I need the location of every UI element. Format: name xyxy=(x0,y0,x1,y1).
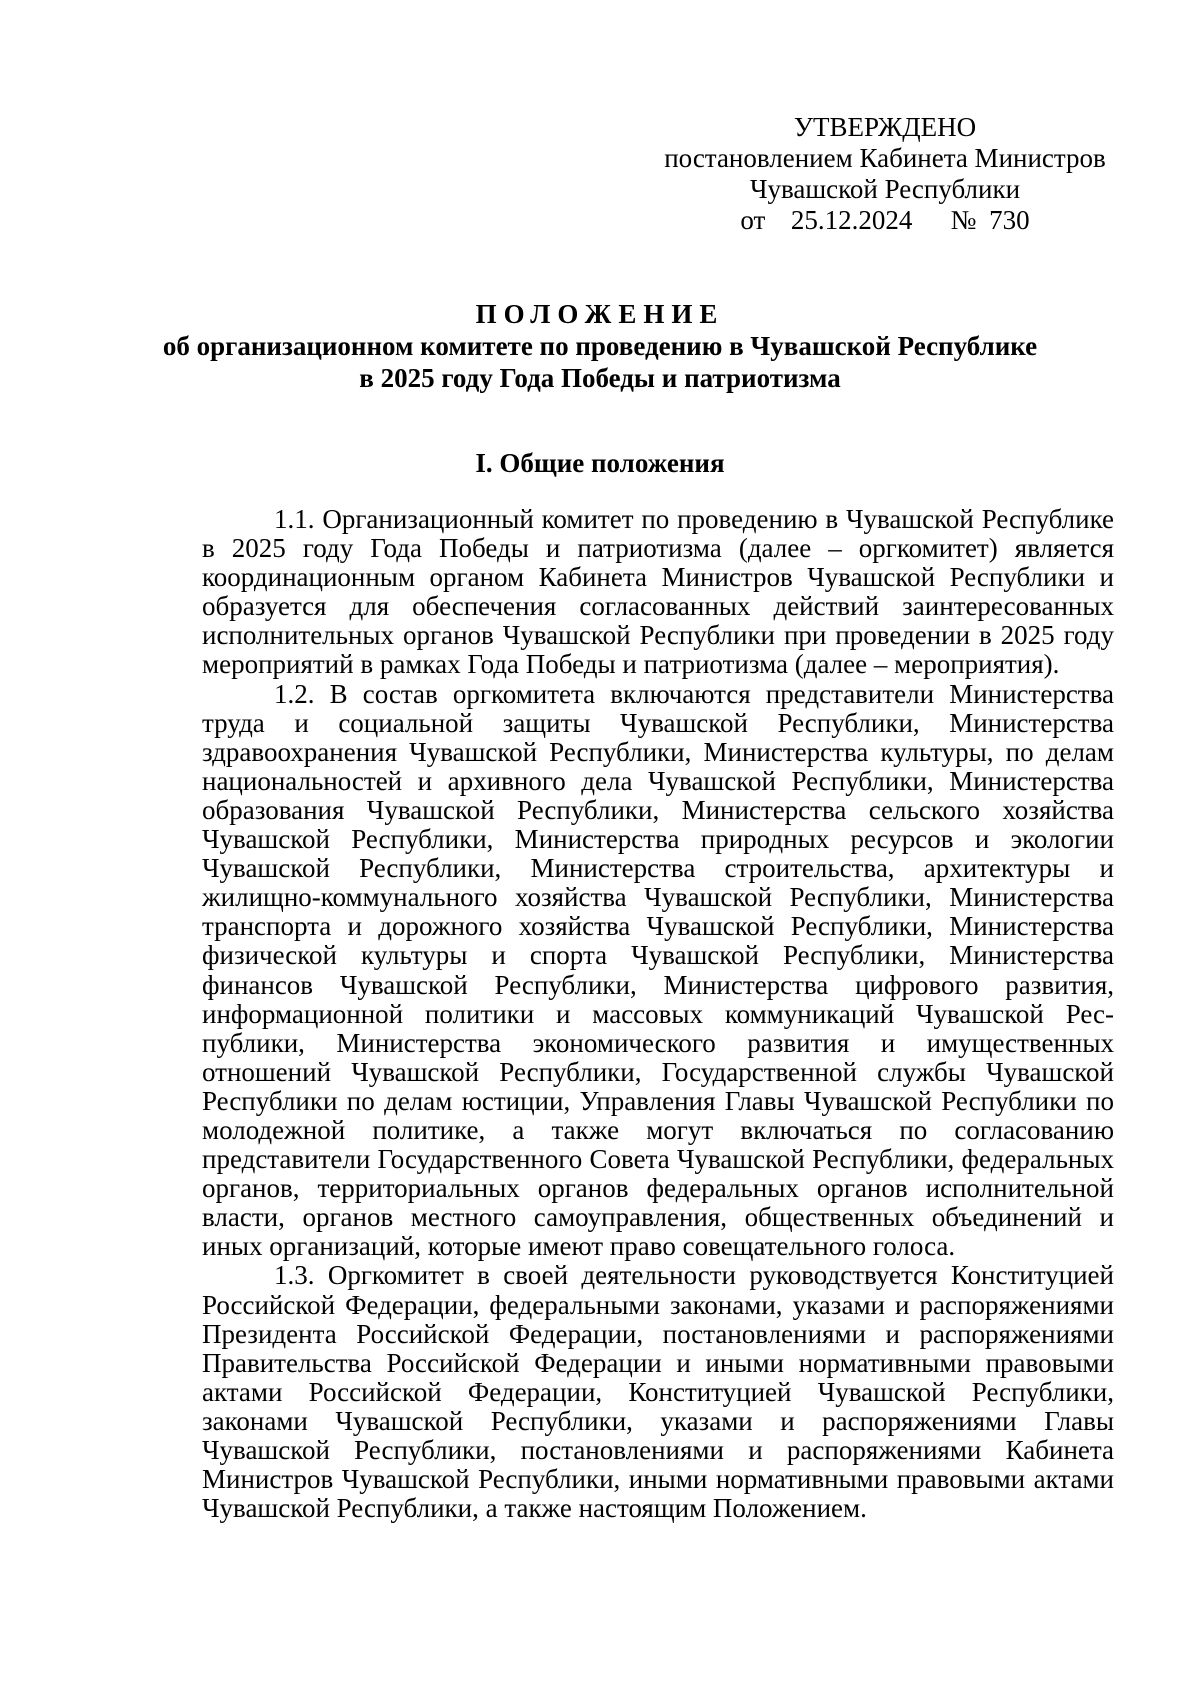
section-heading: I. Общие положения xyxy=(475,448,725,478)
approval-date-number: от 25.12.2024 № 730 xyxy=(740,205,1030,235)
document-subtitle-line-1: об организационном комитете по проведению в Чувашской Республике xyxy=(162,331,1038,361)
paragraph-1-3: 1.3. Оргкомитет в своей деятельности руководствуется Конституцией Российской Федерации, федеральными законами, указами и распоряжениями Президента Российской Федерации, постановлениями и распоряжениями Правительства Российской Федерации и иными нормативными правовыми актами Российской Федерации, Конституцией Чувашской Республики, законами Чувашской Республики, указами и распоряжениями Главы Чувашской Республики, постановлениями и распоряжениями Кабинета Министров Чувашской Республики, иными нормативными правовыми актами Чувашской Республики, а также настоящим Положением. xyxy=(202,1260,1114,1524)
document-subtitle-line-2: в 2025 году Года Победы и патриотизма xyxy=(359,363,841,393)
paragraph-1-2: 1.2. В состав оргкомитета включаются представители Министерства труда и социальной защиты Чувашской Республики, Министерства здравоохранения Чувашской Республики, Министерства культуры, по делам национальностей и архивного дела Чувашской Республики, Министерства образования Чувашской Республики, Министерства сельского хозяйства Чувашской Республики, Министерства природных ресурсов и экологии Чувашской Республики, Министерства строительства, архитектуры и жилищно-коммунального хозяйства Чувашской Республики, Министерства транспорта и дорожного хозяйства Чувашской Республики, Министерства физической культуры и спорта Чувашской Республики, Министерства финансов Чувашской Республики, Министерства цифрового развития, информационной политики и массовых коммуникаций Чувашской Республики, Министерства экономического развития и имущественных отношений Чувашской Республики, Государственной службы Чувашской Республики по делам юстиции, Управления Главы Чувашской Республики по молодежной политике, а также могут включаться по согласованию представители Государственного Совета Чувашской Республики, федеральных органов, территориальных органов федеральных органов исполнительной власти, органов местного самоуправления, общественных объединений и иных организаций, которые имеют право совещательного голоса. xyxy=(202,678,1114,1262)
section-body xyxy=(202,505,1114,1523)
approval-heading: УТВЕРЖДЕНО xyxy=(793,112,977,142)
approval-stamp-block xyxy=(660,112,1110,236)
approval-republic: Чувашской Республики xyxy=(749,174,1021,204)
document-title: ПОЛОЖЕНИЕ xyxy=(475,299,725,329)
approval-authority: постановлением Кабинета Министров xyxy=(664,143,1106,173)
paragraph-1-1: 1.1. Организационный комитет по проведению в Чувашской Республике в 2025 году Года Победы и патриотизма (далее – оргкомитет) является координационным органом Кабинета Министров Чувашской Республики и образуется для обеспечения согласованных действий заинтересованных исполнительных органов Чувашской Республики при проведении в 2025 году мероприятий в рамках Года Победы и патриотизма (далее – мероприятия). xyxy=(202,504,1114,680)
document-title-block xyxy=(150,298,1050,394)
